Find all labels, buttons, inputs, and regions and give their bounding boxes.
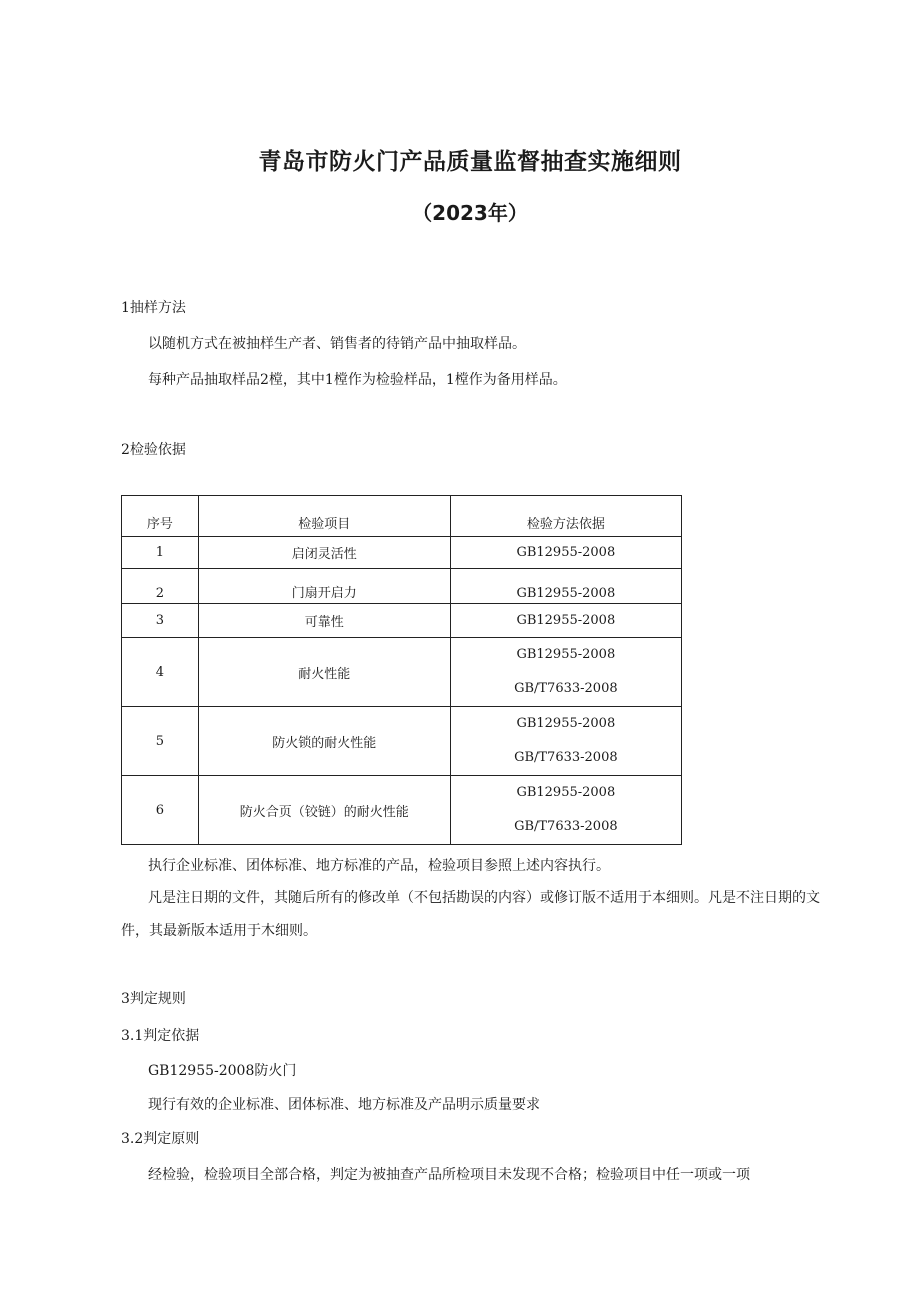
table-row <box>122 537 682 569</box>
row-method <box>450 776 681 845</box>
table-row <box>122 707 682 776</box>
row-method-line: GB/T7633-2008 <box>514 750 618 765</box>
row-method <box>450 638 681 707</box>
row-method-line: GB/T7633-2008 <box>514 681 618 696</box>
row-item: 防火合页（铰链）的耐火性能 <box>198 776 450 845</box>
table-header-row <box>122 496 682 537</box>
section-1-paragraph-1: 以随机方式在被抽样生产者、销售者的待销产品中抽取样品。 <box>148 336 526 352</box>
section-3-heading: 3判定规则 <box>121 991 186 1007</box>
row-method-line: GB12955-2008 <box>516 785 616 800</box>
section-3-1-heading: 3.1判定依据 <box>121 1028 200 1044</box>
row-no: 3 <box>122 604 199 638</box>
section-1-paragraph-2: 每种产品抽取样品2樘，其中1樘作为检验样品，1樘作为备用样品。 <box>148 372 567 388</box>
row-item: 可靠性 <box>198 604 450 638</box>
row-method: GB12955-2008 <box>450 537 681 569</box>
row-item: 门扇开启力 <box>198 569 450 604</box>
section-2-paragraph-2: 凡是注日期的文件，其随后所有的修改单（不包括勘误的内容）或修订版不适用于本细则。凡是不注日期的文件，其最新版本适用于木细则。 <box>121 890 820 939</box>
row-method: GB12955-2008 <box>450 604 681 638</box>
header-method: 检验方法依据 <box>450 496 681 537</box>
section-3-1-paragraph-2: 现行有效的企业标准、团体标准、地方标准及产品明示质量要求 <box>148 1097 540 1113</box>
section-2-heading: 2检验依据 <box>121 442 186 458</box>
section-3-1-paragraph-1: GB12955-2008防火门 <box>148 1063 297 1079</box>
document-year: （2023年） <box>412 201 528 225</box>
header-item: 检验项目 <box>198 496 450 537</box>
row-no: 1 <box>122 537 199 569</box>
section-1-heading: 1抽样方法 <box>121 300 186 316</box>
table-row <box>122 776 682 845</box>
row-method-line: GB12955-2008 <box>516 647 616 662</box>
row-no: 4 <box>122 638 199 707</box>
table-row <box>122 604 682 638</box>
row-item: 耐火性能 <box>198 638 450 707</box>
table-row <box>122 638 682 707</box>
section-3-2-heading: 3.2判定原则 <box>121 1131 200 1147</box>
row-method <box>450 707 681 776</box>
row-no: 5 <box>122 707 199 776</box>
section-3-2-paragraph-1: 经检验，检验项目全部合格，判定为被抽查产品所检项目未发现不合格；检验项目中任一项或一项 <box>148 1167 750 1183</box>
row-method: GB12955-2008 <box>450 569 681 604</box>
table-row <box>122 569 682 604</box>
header-no: 序号 <box>122 496 199 537</box>
row-no: 6 <box>122 776 199 845</box>
row-no: 2 <box>122 569 199 604</box>
inspection-table <box>121 495 682 845</box>
section-2-paragraph-1: 执行企业标准、团体标准、地方标准的产品，检验项目参照上述内容执行。 <box>148 858 610 874</box>
row-method-line: GB/T7633-2008 <box>514 819 618 834</box>
row-item: 启闭灵活性 <box>198 537 450 569</box>
row-item: 防火锁的耐火性能 <box>198 707 450 776</box>
document-title: 青岛市防火门产品质量监督抽查实施细则 <box>258 149 682 175</box>
row-method-line: GB12955-2008 <box>516 716 616 731</box>
